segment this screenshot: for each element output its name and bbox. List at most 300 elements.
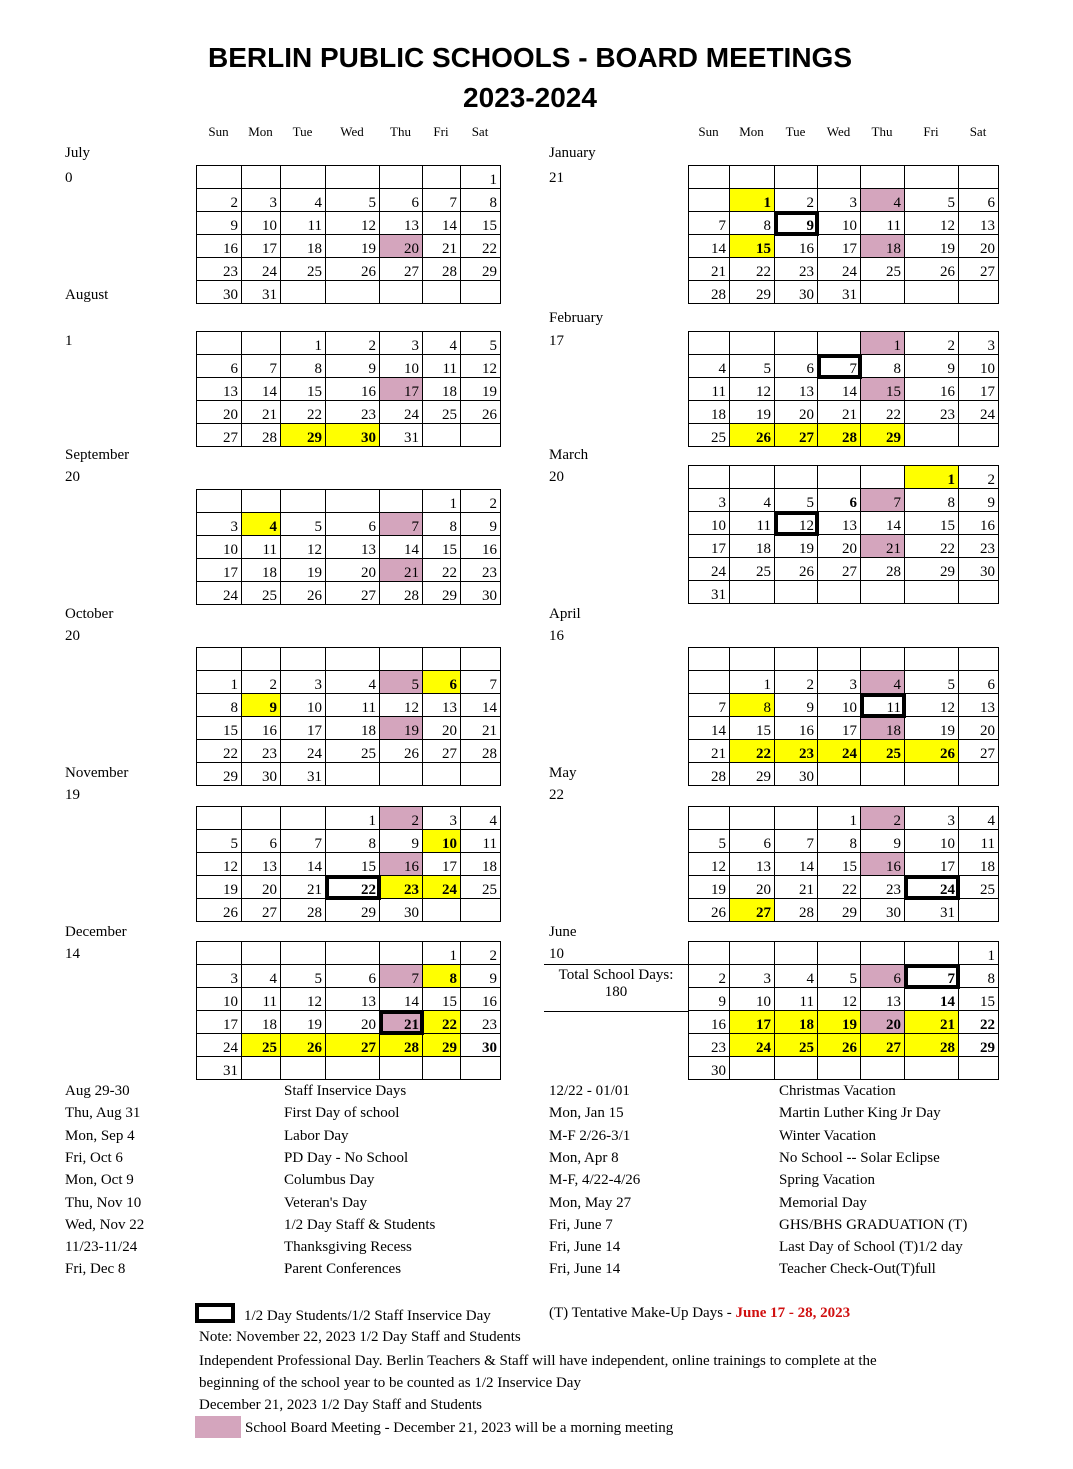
day-cell: 17 bbox=[818, 235, 861, 258]
day-cell: 5 bbox=[380, 671, 423, 694]
day-cell: 22 bbox=[326, 876, 380, 899]
calendar-grid-september bbox=[196, 489, 501, 605]
event-date: Mon, May 27 bbox=[549, 1195, 632, 1211]
day-cell: 6 bbox=[775, 355, 818, 378]
empty-day-cell bbox=[905, 1057, 959, 1080]
day-cell: 5 bbox=[905, 671, 959, 694]
calendar-grid-august bbox=[196, 331, 501, 447]
event-date: 12/22 - 01/01 bbox=[549, 1083, 630, 1099]
day-cell: 24 bbox=[423, 876, 461, 899]
day-cell: 16 bbox=[689, 1011, 730, 1034]
day-cell: 20 bbox=[775, 401, 818, 424]
day-cell: 22 bbox=[818, 876, 861, 899]
empty-day-cell bbox=[818, 763, 861, 786]
empty-day-cell bbox=[281, 281, 326, 304]
empty-day-cell bbox=[818, 648, 861, 671]
empty-day-cell bbox=[423, 166, 461, 189]
day-cell: 17 bbox=[242, 235, 281, 258]
day-cell: 15 bbox=[818, 853, 861, 876]
day-cell: 23 bbox=[197, 258, 242, 281]
day-cell: 24 bbox=[818, 740, 861, 763]
day-cell: 27 bbox=[423, 740, 461, 763]
day-cell: 26 bbox=[818, 1034, 861, 1057]
day-cell: 26 bbox=[281, 1034, 326, 1057]
empty-day-cell bbox=[905, 166, 959, 189]
empty-day-cell bbox=[689, 466, 730, 489]
empty-day-cell bbox=[905, 281, 959, 304]
day-cell: 26 bbox=[461, 401, 501, 424]
day-cell: 23 bbox=[242, 740, 281, 763]
month-label-january: January bbox=[549, 145, 596, 161]
week-row bbox=[689, 648, 999, 671]
day-cell: 16 bbox=[197, 235, 242, 258]
day-cell: 8 bbox=[959, 965, 999, 988]
day-cell: 16 bbox=[242, 717, 281, 740]
day-cell: 24 bbox=[197, 1034, 242, 1057]
day-cell: 1 bbox=[730, 189, 775, 212]
day-cell: 3 bbox=[423, 807, 461, 830]
event-description: Christmas Vacation bbox=[779, 1083, 896, 1099]
event-description: Parent Conferences bbox=[284, 1261, 402, 1277]
weekday-right-tue: Tue bbox=[785, 124, 806, 139]
day-cell: 20 bbox=[326, 559, 380, 582]
week-row bbox=[689, 740, 999, 763]
day-cell: 19 bbox=[775, 535, 818, 558]
empty-day-cell bbox=[197, 166, 242, 189]
day-cell: 13 bbox=[959, 212, 999, 235]
month-label-november: November bbox=[65, 765, 129, 781]
week-row bbox=[689, 942, 999, 965]
day-cell: 15 bbox=[197, 717, 242, 740]
day-cell: 25 bbox=[689, 424, 730, 447]
week-row bbox=[689, 899, 999, 922]
day-cell: 22 bbox=[461, 235, 501, 258]
calendar-grid-october bbox=[196, 647, 501, 786]
day-cell: 14 bbox=[905, 988, 959, 1011]
week-row bbox=[197, 378, 501, 401]
day-cell: 24 bbox=[197, 582, 242, 605]
weekday-left-sat: Sat bbox=[471, 124, 489, 139]
board-meeting-legend-label: School Board Meeting - December 21, 2023 will be a morning meeting bbox=[245, 1420, 674, 1436]
day-cell: 14 bbox=[689, 235, 730, 258]
week-row bbox=[197, 876, 501, 899]
empty-day-cell bbox=[959, 166, 999, 189]
day-cell: 11 bbox=[861, 212, 905, 235]
empty-day-cell bbox=[242, 807, 281, 830]
day-cell: 8 bbox=[281, 355, 326, 378]
empty-day-cell bbox=[326, 166, 380, 189]
event-date: Mon, Jan 15 bbox=[549, 1105, 624, 1121]
day-cell: 27 bbox=[380, 258, 423, 281]
empty-day-cell bbox=[730, 581, 775, 604]
day-cell: 23 bbox=[326, 401, 380, 424]
week-row bbox=[689, 489, 999, 512]
day-cell: 5 bbox=[775, 489, 818, 512]
empty-day-cell bbox=[959, 1057, 999, 1080]
day-cell: 12 bbox=[281, 536, 326, 559]
day-cell: 1 bbox=[818, 807, 861, 830]
day-cell: 7 bbox=[905, 965, 959, 988]
day-cell: 28 bbox=[861, 558, 905, 581]
day-cell: 14 bbox=[775, 853, 818, 876]
empty-day-cell bbox=[197, 332, 242, 355]
half-day-legend-swatch bbox=[195, 1303, 235, 1323]
day-cell: 27 bbox=[818, 558, 861, 581]
empty-day-cell bbox=[959, 763, 999, 786]
day-cell: 28 bbox=[380, 582, 423, 605]
day-cell: 6 bbox=[861, 965, 905, 988]
day-cell: 26 bbox=[197, 899, 242, 922]
day-cell: 8 bbox=[326, 830, 380, 853]
day-cell: 24 bbox=[380, 401, 423, 424]
day-cell: 9 bbox=[959, 489, 999, 512]
day-cell: 8 bbox=[861, 355, 905, 378]
day-cell: 14 bbox=[461, 694, 501, 717]
week-row bbox=[689, 1011, 999, 1034]
week-row bbox=[689, 1057, 999, 1080]
day-cell: 12 bbox=[818, 988, 861, 1011]
day-cell: 14 bbox=[281, 853, 326, 876]
day-cell: 29 bbox=[326, 899, 380, 922]
event-date: Fri, June 14 bbox=[549, 1261, 621, 1277]
event-date: Fri, June 14 bbox=[549, 1239, 621, 1255]
day-cell: 20 bbox=[423, 717, 461, 740]
day-cell: 15 bbox=[461, 212, 501, 235]
empty-day-cell bbox=[905, 648, 959, 671]
week-row bbox=[689, 876, 999, 899]
calendar-grid-january bbox=[688, 165, 999, 304]
day-cell: 21 bbox=[818, 401, 861, 424]
day-cell: 16 bbox=[775, 235, 818, 258]
event-date: Mon, Sep 4 bbox=[65, 1128, 135, 1144]
day-cell: 28 bbox=[689, 281, 730, 304]
day-cell: 8 bbox=[461, 189, 501, 212]
day-cell: 5 bbox=[281, 513, 326, 536]
day-cell: 7 bbox=[380, 965, 423, 988]
school-days-count-july: 0 bbox=[65, 170, 73, 186]
week-row bbox=[197, 853, 501, 876]
day-cell: 3 bbox=[197, 513, 242, 536]
day-cell: 6 bbox=[423, 671, 461, 694]
day-cell: 3 bbox=[905, 807, 959, 830]
day-cell: 30 bbox=[775, 763, 818, 786]
day-cell: 2 bbox=[689, 965, 730, 988]
day-cell: 2 bbox=[775, 189, 818, 212]
weekday-right-wed: Wed bbox=[826, 124, 851, 139]
week-row bbox=[689, 212, 999, 235]
day-cell: 16 bbox=[905, 378, 959, 401]
week-row bbox=[197, 212, 501, 235]
day-cell: 30 bbox=[326, 424, 380, 447]
day-cell: 26 bbox=[281, 582, 326, 605]
calendar-grid-february bbox=[688, 331, 999, 447]
day-cell: 19 bbox=[281, 1011, 326, 1034]
day-cell: 5 bbox=[905, 189, 959, 212]
weekday-right-thu: Thu bbox=[871, 124, 893, 139]
day-cell: 8 bbox=[730, 694, 775, 717]
week-row bbox=[197, 355, 501, 378]
day-cell: 29 bbox=[905, 558, 959, 581]
day-cell: 14 bbox=[380, 988, 423, 1011]
empty-day-cell bbox=[730, 466, 775, 489]
day-cell: 2 bbox=[242, 671, 281, 694]
week-row bbox=[197, 988, 501, 1011]
day-cell: 29 bbox=[461, 258, 501, 281]
day-cell: 26 bbox=[905, 740, 959, 763]
day-cell: 3 bbox=[380, 332, 423, 355]
day-cell: 18 bbox=[775, 1011, 818, 1034]
day-cell: 20 bbox=[959, 235, 999, 258]
day-cell: 6 bbox=[326, 965, 380, 988]
day-cell: 7 bbox=[689, 694, 730, 717]
day-cell: 17 bbox=[689, 535, 730, 558]
empty-day-cell bbox=[775, 942, 818, 965]
day-cell: 1 bbox=[461, 166, 501, 189]
empty-day-cell bbox=[423, 763, 461, 786]
empty-day-cell bbox=[326, 763, 380, 786]
day-cell: 25 bbox=[242, 1034, 281, 1057]
day-cell: 21 bbox=[380, 1011, 423, 1034]
empty-day-cell bbox=[461, 424, 501, 447]
day-cell: 4 bbox=[326, 671, 380, 694]
empty-day-cell bbox=[861, 466, 905, 489]
day-cell: 16 bbox=[461, 536, 501, 559]
day-cell: 17 bbox=[281, 717, 326, 740]
day-cell: 20 bbox=[730, 876, 775, 899]
week-row bbox=[689, 830, 999, 853]
day-cell: 9 bbox=[197, 212, 242, 235]
empty-day-cell bbox=[281, 942, 326, 965]
day-cell: 14 bbox=[689, 717, 730, 740]
week-row bbox=[689, 807, 999, 830]
empty-day-cell bbox=[861, 763, 905, 786]
day-cell: 27 bbox=[730, 899, 775, 922]
week-row bbox=[197, 582, 501, 605]
week-row bbox=[689, 424, 999, 447]
day-cell: 14 bbox=[861, 512, 905, 535]
day-cell: 19 bbox=[730, 401, 775, 424]
day-cell: 6 bbox=[959, 671, 999, 694]
day-cell: 17 bbox=[423, 853, 461, 876]
week-row bbox=[689, 694, 999, 717]
calendar-grid-december bbox=[196, 941, 501, 1080]
week-row bbox=[689, 355, 999, 378]
event-date: M-F, 4/22-4/26 bbox=[549, 1172, 641, 1188]
event-date: M-F 2/26-3/1 bbox=[549, 1128, 631, 1144]
day-cell: 18 bbox=[242, 559, 281, 582]
week-row bbox=[689, 258, 999, 281]
empty-day-cell bbox=[689, 189, 730, 212]
week-row bbox=[689, 581, 999, 604]
day-cell: 4 bbox=[281, 189, 326, 212]
empty-day-cell bbox=[818, 332, 861, 355]
day-cell: 21 bbox=[242, 401, 281, 424]
week-row bbox=[689, 853, 999, 876]
empty-day-cell bbox=[818, 581, 861, 604]
day-cell: 11 bbox=[461, 830, 501, 853]
empty-day-cell bbox=[326, 490, 380, 513]
week-row bbox=[197, 740, 501, 763]
day-cell: 28 bbox=[461, 740, 501, 763]
week-row bbox=[197, 807, 501, 830]
day-cell: 11 bbox=[730, 512, 775, 535]
day-cell: 17 bbox=[197, 1011, 242, 1034]
calendar-grid-november bbox=[196, 806, 501, 922]
day-cell: 9 bbox=[775, 212, 818, 235]
day-cell: 7 bbox=[775, 830, 818, 853]
day-cell: 3 bbox=[689, 489, 730, 512]
day-cell: 13 bbox=[423, 694, 461, 717]
day-cell: 2 bbox=[326, 332, 380, 355]
day-cell: 6 bbox=[197, 355, 242, 378]
week-row bbox=[197, 281, 501, 304]
day-cell: 31 bbox=[197, 1057, 242, 1080]
day-cell: 11 bbox=[775, 988, 818, 1011]
empty-day-cell bbox=[423, 424, 461, 447]
day-cell: 26 bbox=[905, 258, 959, 281]
day-cell: 15 bbox=[959, 988, 999, 1011]
day-cell: 6 bbox=[380, 189, 423, 212]
empty-day-cell bbox=[959, 424, 999, 447]
event-description: Memorial Day bbox=[779, 1195, 867, 1211]
empty-day-cell bbox=[730, 807, 775, 830]
day-cell: 10 bbox=[905, 830, 959, 853]
day-cell: 28 bbox=[905, 1034, 959, 1057]
day-cell: 20 bbox=[242, 876, 281, 899]
day-cell: 26 bbox=[380, 740, 423, 763]
empty-day-cell bbox=[326, 648, 380, 671]
day-cell: 31 bbox=[380, 424, 423, 447]
day-cell: 17 bbox=[380, 378, 423, 401]
week-row bbox=[689, 332, 999, 355]
event-description: Martin Luther King Jr Day bbox=[779, 1105, 941, 1121]
empty-day-cell bbox=[730, 942, 775, 965]
week-row bbox=[197, 401, 501, 424]
event-description: Labor Day bbox=[284, 1128, 349, 1144]
empty-day-cell bbox=[730, 1057, 775, 1080]
day-cell: 19 bbox=[905, 717, 959, 740]
empty-day-cell bbox=[730, 332, 775, 355]
school-days-count-september: 20 bbox=[65, 469, 80, 485]
day-cell: 16 bbox=[775, 717, 818, 740]
day-cell: 30 bbox=[861, 899, 905, 922]
day-cell: 13 bbox=[959, 694, 999, 717]
day-cell: 20 bbox=[380, 235, 423, 258]
school-days-count-february: 17 bbox=[549, 333, 564, 349]
day-cell: 11 bbox=[959, 830, 999, 853]
day-cell: 5 bbox=[197, 830, 242, 853]
day-cell: 30 bbox=[242, 763, 281, 786]
day-cell: 19 bbox=[197, 876, 242, 899]
day-cell: 11 bbox=[423, 355, 461, 378]
day-cell: 23 bbox=[461, 559, 501, 582]
empty-day-cell bbox=[730, 648, 775, 671]
day-cell: 21 bbox=[775, 876, 818, 899]
day-cell: 22 bbox=[423, 1011, 461, 1034]
day-cell: 4 bbox=[423, 332, 461, 355]
week-row bbox=[197, 671, 501, 694]
day-cell: 14 bbox=[242, 378, 281, 401]
calendar-grid-may bbox=[688, 806, 999, 922]
calendar-grid-march bbox=[688, 465, 999, 604]
day-cell: 8 bbox=[197, 694, 242, 717]
event-description: Winter Vacation bbox=[779, 1128, 877, 1144]
week-row bbox=[689, 166, 999, 189]
school-days-count-april: 16 bbox=[549, 628, 564, 644]
day-cell: 2 bbox=[461, 942, 501, 965]
week-row bbox=[197, 763, 501, 786]
day-cell: 10 bbox=[818, 694, 861, 717]
school-days-count-november: 19 bbox=[65, 787, 80, 803]
day-cell: 25 bbox=[326, 740, 380, 763]
day-cell: 28 bbox=[242, 424, 281, 447]
empty-day-cell bbox=[281, 807, 326, 830]
day-cell: 7 bbox=[281, 830, 326, 853]
day-cell: 10 bbox=[380, 355, 423, 378]
empty-day-cell bbox=[380, 763, 423, 786]
day-cell: 9 bbox=[461, 513, 501, 536]
day-cell: 21 bbox=[380, 559, 423, 582]
week-row bbox=[689, 717, 999, 740]
event-date: Aug 29-30 bbox=[65, 1083, 130, 1099]
empty-day-cell bbox=[861, 581, 905, 604]
day-cell: 30 bbox=[689, 1057, 730, 1080]
day-cell: 16 bbox=[959, 512, 999, 535]
day-cell: 22 bbox=[423, 559, 461, 582]
day-cell: 27 bbox=[326, 582, 380, 605]
week-row bbox=[197, 513, 501, 536]
day-cell: 19 bbox=[380, 717, 423, 740]
empty-day-cell bbox=[775, 581, 818, 604]
school-days-count-march: 20 bbox=[549, 469, 564, 485]
empty-day-cell bbox=[905, 942, 959, 965]
day-cell: 8 bbox=[423, 965, 461, 988]
day-cell: 10 bbox=[730, 988, 775, 1011]
event-date: Thu, Nov 10 bbox=[65, 1195, 142, 1211]
event-description: Veteran's Day bbox=[284, 1195, 368, 1211]
empty-day-cell bbox=[905, 424, 959, 447]
day-cell: 13 bbox=[197, 378, 242, 401]
day-cell: 10 bbox=[242, 212, 281, 235]
day-cell: 2 bbox=[380, 807, 423, 830]
day-cell: 12 bbox=[905, 212, 959, 235]
week-row bbox=[197, 490, 501, 513]
week-row bbox=[197, 830, 501, 853]
empty-day-cell bbox=[905, 581, 959, 604]
day-cell: 24 bbox=[689, 558, 730, 581]
day-cell: 25 bbox=[861, 258, 905, 281]
day-cell: 11 bbox=[281, 212, 326, 235]
empty-day-cell bbox=[689, 648, 730, 671]
day-cell: 12 bbox=[775, 512, 818, 535]
empty-day-cell bbox=[905, 763, 959, 786]
day-cell: 1 bbox=[861, 332, 905, 355]
day-cell: 12 bbox=[197, 853, 242, 876]
day-cell: 20 bbox=[818, 535, 861, 558]
day-cell: 19 bbox=[461, 378, 501, 401]
day-cell: 29 bbox=[959, 1034, 999, 1057]
event-description: Spring Vacation bbox=[779, 1172, 875, 1188]
day-cell: 15 bbox=[861, 378, 905, 401]
day-cell: 16 bbox=[461, 988, 501, 1011]
school-days-count-december: 14 bbox=[65, 946, 80, 962]
day-cell: 7 bbox=[461, 671, 501, 694]
day-cell: 24 bbox=[730, 1034, 775, 1057]
day-cell: 23 bbox=[689, 1034, 730, 1057]
week-row bbox=[197, 536, 501, 559]
day-cell: 29 bbox=[281, 424, 326, 447]
day-cell: 21 bbox=[689, 740, 730, 763]
